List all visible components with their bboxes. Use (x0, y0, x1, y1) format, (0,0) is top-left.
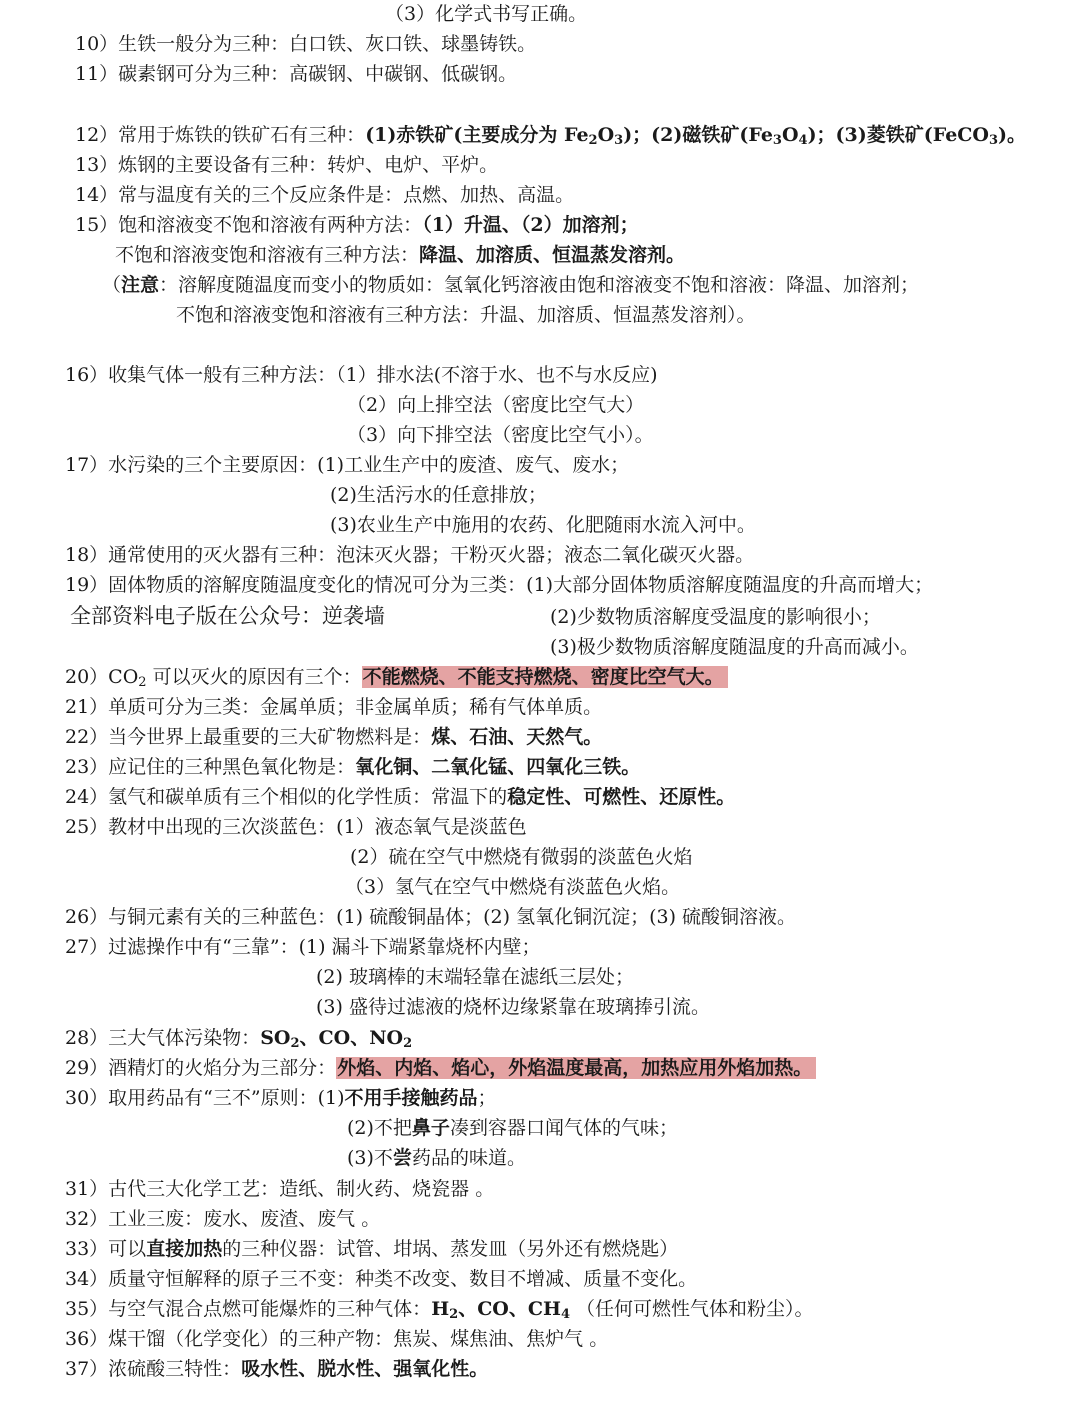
line-28: 28）三大气体污染物：SO2、CO、NO2 (65, 1027, 413, 1051)
line-22: 22）当今世界上最重要的三大矿物燃料是：煤、石油、天然气。 (65, 726, 603, 748)
line-16c: （3）向下排空法（密度比空气小）。 (347, 424, 654, 446)
line-36: 36）煤干馏（化学变化）的三种产物：焦炭、煤焦油、焦炉气 。 (65, 1328, 609, 1350)
line-13: 13）炼钢的主要设备有三种：转炉、电炉、平炉。 (75, 154, 499, 176)
line-15d: 不饱和溶液变饱和溶液有三种方法：升温、加溶质、恒温蒸发溶剂）。 (176, 304, 756, 326)
line-12: 12）常用于炼铁的铁矿石有三种：(1)赤铁矿(主要成分为 Fe2O3)；(2)磁铁矿(Fe3O4)；(3)菱铁矿(FeCO3)。 (75, 124, 1027, 148)
line-19: 19）固体物质的溶解度随温度变化的情况可分为三类：(1)大部分固体物质溶解度随温度的升高而增大； (65, 574, 934, 596)
line-27c: (3) 盛待过滤液的烧杯边缘紧靠在玻璃捧引流。 (316, 996, 710, 1018)
line-16b: （2）向上排空法（密度比空气大） (347, 394, 645, 416)
line-19b: (2)少数物质溶解度受温度的影响很小； (550, 606, 881, 628)
line-27: 27）过滤操作中有“三靠”：(1) 漏斗下端紧靠烧杯内壁； (65, 936, 541, 958)
line-30c: (3)不尝药品的味道。 (347, 1147, 526, 1169)
line-25c: （3）氢气在空气中燃烧有淡蓝色火焰。 (345, 876, 681, 898)
line-27b: (2) 玻璃棒的末端轻靠在滤纸三层处； (316, 966, 634, 988)
highlight: 不能燃烧、不能支持燃烧、密度比空气大。 (362, 666, 728, 688)
line-17b: (2)生活污水的任意排放； (330, 484, 547, 506)
line-32: 32）工业三废：废水、废渣、废气 。 (65, 1208, 381, 1230)
wechat-note: 全部资料电子版在公众号：逆袭墙 (70, 604, 385, 628)
line-10: 10）生铁一般分为三种：白口铁、灰口铁、球墨铸铁。 (75, 33, 537, 55)
highlight: 外焰、内焰、焰心，外焰温度最高，加热应用外焰加热。 (336, 1057, 816, 1079)
line-20: 20）CO2 可以灭火的原因有三个：不能燃烧、不能支持燃烧、密度比空气大。 (65, 664, 728, 690)
line-30b: (2)不把鼻子凑到容器口闻气体的气味； (347, 1117, 678, 1139)
line-9c: （3）化学式书写正确。 (385, 3, 588, 25)
line-11: 11）碳素钢可分为三种：高碳钢、中碳钢、低碳钢。 (75, 63, 518, 85)
line-15b: 不饱和溶液变饱和溶液有三种方法：降温、加溶质、恒温蒸发溶剂。 (115, 244, 686, 266)
line-15: 15）饱和溶液变不饱和溶液有两种方法：（1）升温、（2）加溶剂； (75, 214, 639, 236)
line-14: 14）常与温度有关的三个反应条件是：点燃、加热、高温。 (75, 184, 575, 206)
line-23: 23）应记住的三种黑色氧化物是：氧化铜、二氧化锰、四氧化三铁。 (65, 756, 641, 778)
line-25: 25）教材中出现的三次淡蓝色：(1）液态氧气是淡蓝色 (65, 816, 527, 838)
line-17: 17）水污染的三个主要原因：(1)工业生产中的废渣、废气、废水； (65, 454, 630, 476)
line-29: 29）酒精灯的火焰分为三部分：外焰、内焰、焰心，外焰温度最高，加热应用外焰加热。 (65, 1055, 816, 1081)
line-16: 16）收集气体一般有三种方法：（1）排水法(不溶于水、也不与水反应) (65, 364, 658, 386)
line-33: 33）可以直接加热的三种仪器：试管、坩埚、蒸发皿（另外还有燃烧匙） (65, 1238, 679, 1260)
line-25b: (2）硫在空气中燃烧有微弱的淡蓝色火焰 (350, 846, 693, 868)
line-21: 21）单质可分为三类：金属单质；非金属单质；稀有气体单质。 (65, 696, 603, 718)
line-18: 18）通常使用的灭火器有三种：泡沫灭火器；干粉灭火器；液态二氧化碳灭火器。 (65, 544, 755, 566)
line-15-note: （注意：溶解度随温度而变小的物质如：氢氧化钙溶液由饱和溶液变不饱和溶液：降温、加溶剂； (102, 274, 920, 296)
line-30: 30）取用药品有“三不”原则：(1)不用手接触药品； (65, 1087, 497, 1109)
line-17c: (3)农业生产中施用的农药、化肥随雨水流入河中。 (330, 514, 756, 536)
line-26: 26）与铜元素有关的三种蓝色：(1) 硫酸铜晶体；(2) 氢氧化铜沉淀；(3) 硫酸铜溶液。 (65, 906, 797, 928)
line-19c: (3)极少数物质溶解度随温度的升高而减小。 (550, 636, 919, 658)
line-37: 37）浓硫酸三特性：吸水性、脱水性、强氧化性。 (65, 1358, 489, 1380)
line-35: 35）与空气混合点燃可能爆炸的三种气体：H2、CO、CH4 （任何可燃性气体和粉尘）。 (65, 1298, 814, 1322)
line-31: 31）古代三大化学工艺：造纸、制火药、烧瓷器 。 (65, 1178, 495, 1200)
line-24: 24）氢气和碳单质有三个相似的化学性质：常温下的稳定性、可燃性、还原性。 (65, 786, 736, 808)
line-34: 34）质量守恒解释的原子三不变：种类不改变、数目不增减、质量不变化。 (65, 1268, 698, 1290)
